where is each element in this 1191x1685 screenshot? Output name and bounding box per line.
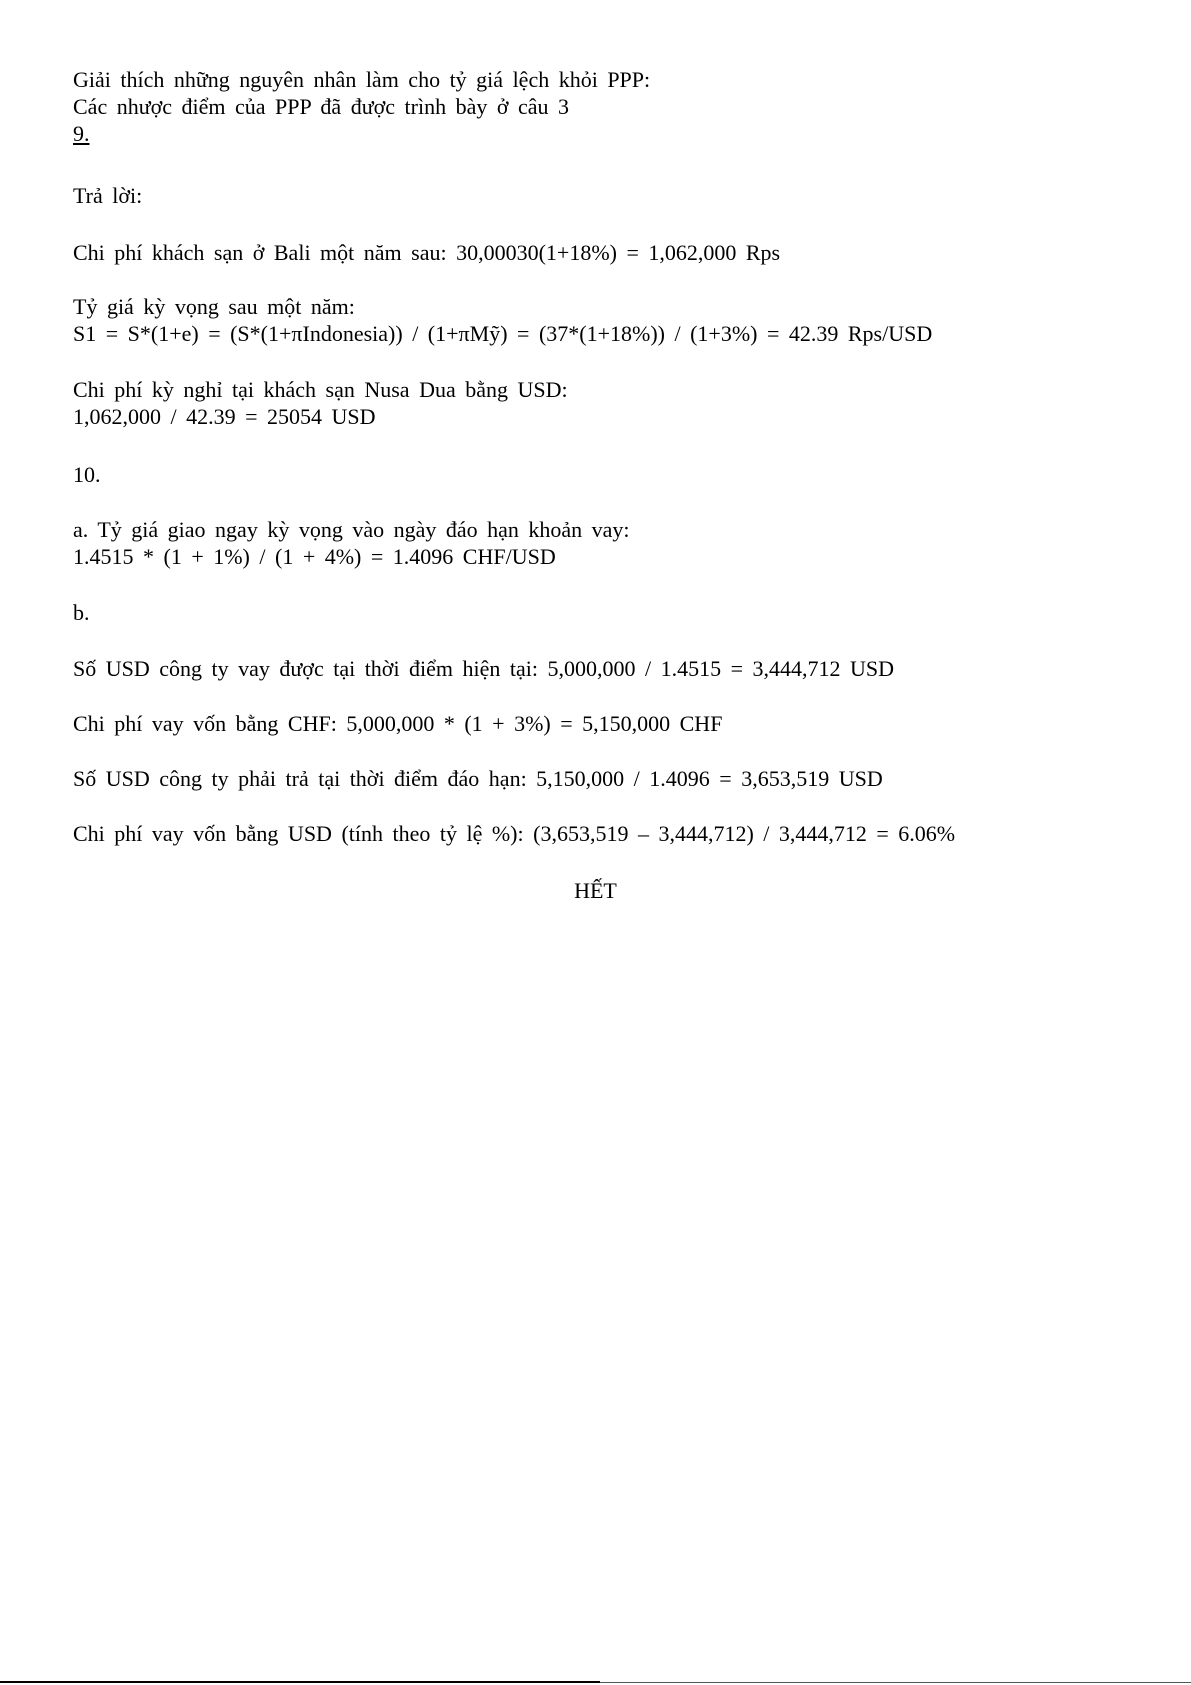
usd-repayment-line: Số USD công ty phải trả tại thời điểm đáo hạn: 5,150,000 / 1.4096 = 3,653,519 USD <box>73 766 883 791</box>
ppp-deviation-heading: Giải thích những nguyên nhân làm cho tỷ giá lệch khỏi PPP: <box>73 67 651 92</box>
part-a-heading: a. Tỷ giá giao ngay kỳ vọng vào ngày đáo hạn khoản vay: <box>73 517 630 542</box>
expected-rate-heading: Tỷ giá kỳ vọng sau một năm: <box>73 294 355 319</box>
end-marker: HẾT <box>574 878 617 903</box>
expected-rate-formula: S1 = S*(1+e) = (S*(1+πIndonesia)) / (1+πMỹ) = (37*(1+18%)) / (1+3%) = 42.39 Rps/USD <box>73 321 933 346</box>
part-b-label: b. <box>73 600 90 625</box>
answer-label: Trả lời: <box>73 183 143 208</box>
question-9-number: 9. <box>73 121 90 146</box>
chf-borrow-cost-line: Chi phí vay vốn bằng CHF: 5,000,000 * (1 + 3%) = 5,150,000 CHF <box>73 711 723 736</box>
usd-borrow-cost-line: Chi phí vay vốn bằng USD (tính theo tỷ lệ %): (3,653,519 – 3,444,712) / 3,444,712 = 6.06% <box>73 821 956 846</box>
bottom-rule-faint <box>600 1682 1191 1683</box>
part-a-formula: 1.4515 * (1 + 1%) / (1 + 4%) = 1.4096 CHF/USD <box>73 544 556 569</box>
ppp-deviation-answer: Các nhược điểm của PPP đã được trình bày ở câu 3 <box>73 94 569 119</box>
usd-cost-formula: 1,062,000 / 42.39 = 25054 USD <box>73 404 376 429</box>
question-10-number: 10. <box>73 462 101 487</box>
usd-borrowed-line: Số USD công ty vay được tại thời điểm hiện tại: 5,000,000 / 1.4515 = 3,444,712 USD <box>73 656 895 681</box>
usd-cost-heading: Chi phí kỳ nghỉ tại khách sạn Nusa Dua bằng USD: <box>73 377 568 402</box>
bottom-rule <box>0 1681 600 1683</box>
bali-hotel-cost-line: Chi phí khách sạn ở Bali một năm sau: 30,00030(1+18%) = 1,062,000 Rps <box>73 240 781 265</box>
